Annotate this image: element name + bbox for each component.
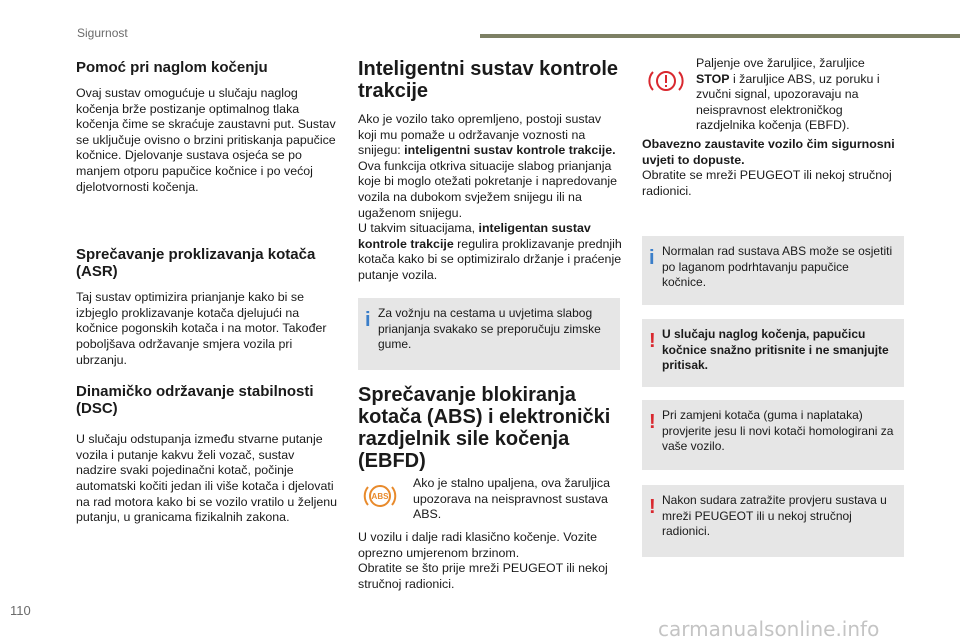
warning-icon: ! — [649, 330, 656, 352]
warning-note-wheel-replacement — [642, 400, 904, 470]
column-2 — [358, 58, 623, 284]
note-text: Pri zamjeni kotača (guma i naplataka) provjerite jesu li novi kotači homologirani za vaše vozilo. — [662, 408, 894, 453]
section-title-traction-control: Inteligentni sustav kontrole trakcije — [358, 58, 619, 102]
text-run: i žaruljice ABS, uz poruku i zvučni signal, upozoravaju na neispravnost elektroničkog razdjelnika kočenja (EBFD). — [696, 71, 880, 133]
section-body-asr: Taj sustav optimizira prianjanje kako bi se izbjeglo proklizavanje kotača djelujući na kočnice pogonskih kotača i na motor. Također poboljšava održavanje smjera vozila pri ubrzanju. — [76, 290, 327, 367]
note-text: Za vožnju na cestama u uvjetima slabog prianjanja svakako se preporučuju zimske gume. — [378, 306, 601, 351]
abs-body — [358, 530, 623, 592]
note-text: Normalan rad sustava ABS može se osjetiti po laganom podrhtavanju papučice kočnice. — [662, 244, 893, 289]
watermark: carmanualsonline.info — [658, 617, 880, 641]
column-2-lower — [358, 384, 623, 472]
page-number: 110 — [10, 603, 31, 618]
brake-warning-lamp-icon — [646, 66, 686, 96]
header-bar — [480, 34, 960, 38]
bold-run: inteligentan sustav kontrole trakcije — [358, 221, 591, 251]
running-header: Sigurnost — [77, 26, 128, 40]
abs-lamp-text: Ako je stalno upaljena, ova žaruljica upozorava na neispravnost sustava ABS. — [413, 476, 610, 522]
column-1 — [76, 59, 338, 526]
warning-note-emergency-braking — [642, 319, 904, 387]
section-title-abs-ebfd: Sprečavanje blokiranja kotača (ABS) i elektronički razdjelnik sile kočenja (EBFD) — [358, 384, 611, 472]
text-run: Ako je vozilo tako opremljeno, postoji sustav koji mu pomaže u održavanje voznosti na snijegu: — [358, 112, 602, 158]
text-run: Ova funkcija otkriva situacije slabog prianjanja koje bi moglo otežati pokretanje i napredovanje vozila na dubokom svježem snijegu ili na ugaženom snijegu. — [358, 158, 617, 220]
abs-warning-lamp-icon — [362, 478, 398, 514]
stop-body-text: Obratite se mreži PEUGEOT ili nekoj stručnoj radionici. — [642, 168, 892, 198]
abs-body-line-1: U vozilu i dalje radi klasično kočenje. Vozite oprezno umjerenom brzinom. — [358, 530, 597, 560]
info-note-abs-vibration — [642, 236, 904, 305]
text-run: Paljenje ove žaruljice, žaruljice — [696, 56, 865, 70]
abs-icon-label: ABS — [371, 492, 389, 501]
abs-body-line-2: Obratite se što prije mreži PEUGEOT ili nekoj stručnoj radionici. — [358, 561, 608, 591]
section-body-dsc: U slučaju odstupanja između stvarne putanje vozila i putanje kakvu želi vozač, sustav nadzire svaki pojedinačni kotač, počinje automatski kočiti jedan ili više kotača i djelovati na rad motora kako bi se vozilo vratilo u željenu putanju, u granicama fizikalnih zakona. — [76, 432, 338, 525]
text-run: U takvim situacijama, — [358, 221, 479, 236]
warning-note-after-collision — [642, 485, 904, 557]
info-icon: i — [649, 247, 655, 269]
section-title-brake-assist: Pomoć pri naglom kočenju — [76, 59, 268, 76]
stop-bold-text: Obavezno zaustavite vozilo čim sigurnosni uvjeti to dopuste. — [642, 137, 895, 167]
section-body-brake-assist: Ovaj sustav omogućuje u slučaju naglog kočenja brže postizanje optimalnog tlaka kočenja čime se skraćuje zaustavni put. Sustav se uključuje ovisno o brzini pritiskanja papučice kočnice. Djelovanje sustava osjeća se po manjem otporu papučice kočnice i po većoj djelotvornosti kočenja. — [76, 86, 336, 194]
brake-lamp-text — [696, 56, 886, 134]
section-title-dsc: Dinamičko održavanje stabilnosti (DSC) — [76, 383, 314, 418]
text-run: regulira proklizavanje prednjih kotača kako bi se optimiziralo držanje i praćenje putanje vozila. — [358, 236, 622, 282]
info-note-winter-tyres — [358, 298, 620, 370]
bold-run: inteligentni sustav kontrole trakcije. — [404, 143, 616, 158]
stop-instructions — [642, 137, 904, 199]
warning-icon: ! — [649, 496, 656, 518]
section-title-asr: Sprečavanje proklizavanja kotača (ASR) — [76, 246, 316, 281]
info-icon: i — [365, 309, 371, 331]
note-text: U slučaju naglog kočenja, papučicu kočnice snažno pritisnite i ne smanjujte pritisak. — [662, 327, 889, 372]
note-text: Nakon sudara zatražite provjeru sustava u mreži PEUGEOT ili u nekoj stručnoj radionici. — [662, 493, 887, 538]
bold-run: STOP — [696, 71, 730, 86]
section-body-traction-control — [358, 112, 623, 284]
warning-icon: ! — [649, 411, 656, 433]
